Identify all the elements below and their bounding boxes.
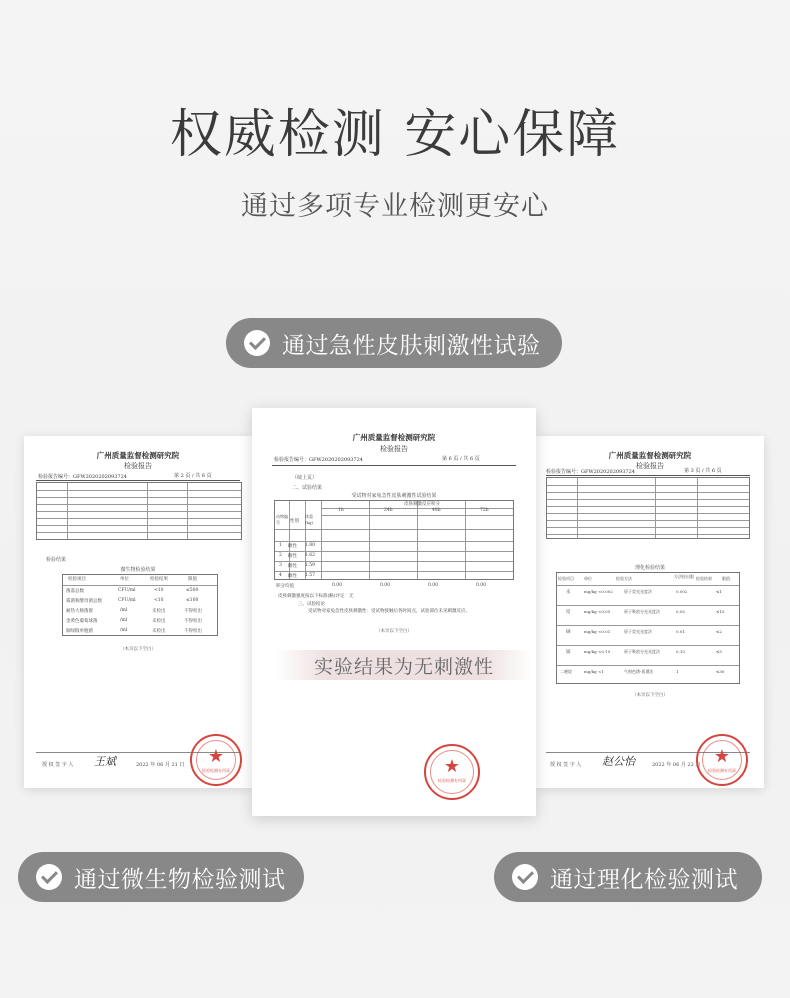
score-value: 0.00 xyxy=(332,583,343,588)
table-cell: 2 xyxy=(279,553,282,558)
table-cell: 原子吸收分光光度法 xyxy=(624,609,660,614)
section-heading: 检验结果 xyxy=(46,557,67,563)
table-cell: mg/kg xyxy=(584,669,597,674)
table-title: 受试物对家兔急性皮肤刺激性试验结果 xyxy=(351,493,437,499)
check-circle-icon xyxy=(512,864,538,890)
score-value: 0.00 xyxy=(476,583,487,588)
score-value: 0.00 xyxy=(380,583,391,588)
table-cell: <10 xyxy=(154,598,164,603)
table-cell: 不得检出 xyxy=(184,609,202,614)
table-cell: 1.57 xyxy=(305,573,316,578)
badge-microbiology xyxy=(18,852,304,902)
check-circle-icon xyxy=(244,330,270,356)
table-cell: <0.002 xyxy=(598,589,613,594)
header-result: 检验结果 xyxy=(696,576,712,581)
sample-info-table xyxy=(36,482,242,540)
table-cell: 原子吸收分光光度法 xyxy=(624,649,660,654)
header-limit: 限值 xyxy=(722,576,730,581)
section-results: 二、试验结果 xyxy=(292,485,323,491)
table-cell: <0.05 xyxy=(598,609,611,614)
table-cell: 不得检出 xyxy=(184,619,202,624)
badge-skin-irritation xyxy=(226,318,562,368)
table-cell: /ml xyxy=(120,628,128,633)
time-header: 72h xyxy=(480,508,489,513)
table-cell: 雌性 xyxy=(288,574,297,579)
table-cell: ≤10 xyxy=(716,609,725,614)
header-unit: 单位 xyxy=(120,577,129,582)
microbiology-table xyxy=(62,574,218,636)
official-stamp: ★ 检验检测专用章 xyxy=(424,744,480,800)
table-title: 微生物检验结果 xyxy=(120,567,156,573)
badge-label: 通过理化检验测试 xyxy=(550,866,738,893)
table-cell: 砷 xyxy=(566,630,571,635)
report-number: 检验报告编号：GFW2020202093724 xyxy=(546,469,635,475)
header-method: 检验方法 xyxy=(616,576,632,581)
sign-date: 2022 年 06 月 22 日 xyxy=(652,762,701,768)
table-cell: 原子荧光光度法 xyxy=(624,629,652,634)
table-cell: 未检出 xyxy=(152,609,166,614)
col-animal: 动物编号 xyxy=(276,514,288,525)
table-cell: ≤30 xyxy=(716,669,725,674)
score-label: 积分均值 xyxy=(276,584,294,589)
report-title: 检验报告 xyxy=(124,462,152,470)
star-icon: ★ xyxy=(207,746,225,767)
badge-label: 通过急性皮肤刺激性试验 xyxy=(282,332,541,359)
table-cell: <1 xyxy=(598,669,604,674)
conclusion-heading: 三、试验结论 xyxy=(298,602,325,607)
report-microbiology xyxy=(24,436,252,788)
table-cell: 铅 xyxy=(566,610,571,615)
header-result: 检验结果 xyxy=(150,577,168,582)
report-title: 检验报告 xyxy=(380,445,408,453)
col-weight: 体重(kg) xyxy=(305,514,314,525)
table-cell: mg/kg xyxy=(584,629,597,634)
table-cell: <0.10 xyxy=(598,649,611,654)
check-circle-icon xyxy=(36,864,62,890)
table-cell: 0.05 xyxy=(676,609,685,614)
table-cell: 气相色谱-质谱法 xyxy=(624,669,654,674)
table-cell: 汞 xyxy=(566,590,571,595)
table-cell: 0.01 xyxy=(676,629,685,634)
sample-info-table xyxy=(546,477,750,539)
report-title: 检验报告 xyxy=(636,462,664,470)
table-cell: 0.10 xyxy=(676,649,685,654)
header-unit: 单位 xyxy=(584,576,592,581)
table-cell: mg/kg xyxy=(584,609,597,614)
score-value: 0.00 xyxy=(428,583,439,588)
page-number: 第 2 页 / 共 6 页 xyxy=(174,473,212,479)
badge-label: 通过微生物检验测试 xyxy=(74,866,286,893)
table-cell: ≤5 xyxy=(716,649,722,654)
page-number: 第 6 页 / 共 6 页 xyxy=(442,456,480,462)
table-cell: 未检出 xyxy=(152,619,166,624)
irritation-table xyxy=(274,500,514,580)
table-cell: 铜绿假单胞菌 xyxy=(66,629,93,634)
table-cell: 耐热大肠菌群 xyxy=(66,609,93,614)
table-cell: 不得检出 xyxy=(184,629,202,634)
sign-date: 2022 年 06 月 21 日 xyxy=(136,762,185,768)
table-cell: ≤100 xyxy=(186,598,199,603)
table-cell: 3 xyxy=(279,563,282,568)
table-cell: 1 xyxy=(676,669,679,674)
time-header: 24h xyxy=(384,508,393,513)
blank-note: （本页以下空白） xyxy=(120,647,156,652)
institute-name: 广州质量监督检测研究院 xyxy=(608,451,692,460)
star-icon: ★ xyxy=(713,746,731,767)
table-title: 理化检验结果 xyxy=(634,565,665,571)
table-cell: 未检出 xyxy=(152,629,166,634)
table-cell: 原子荧光光度法 xyxy=(624,589,652,594)
time-header: 48h xyxy=(432,508,441,513)
report-physicochemical xyxy=(536,436,764,788)
report-skin-irritation xyxy=(252,408,536,816)
table-cell: CFU/ml xyxy=(118,588,136,593)
judgement-note: 皮肤刺激强度按以下标准(略)评定：无 xyxy=(278,594,354,599)
table-cell: 金黄色葡萄球菌 xyxy=(66,619,98,624)
table-cell: 1.62 xyxy=(305,553,316,558)
table-cell: 1.80 xyxy=(305,543,316,548)
page-number: 第 3 页 / 共 6 页 xyxy=(684,468,722,474)
signature: 王斌 xyxy=(94,755,116,768)
institute-name: 广州质量监督检测研究院 xyxy=(96,451,180,460)
table-cell: <0.01 xyxy=(598,629,611,634)
institute-name: 广州质量监督检测研究院 xyxy=(352,433,436,442)
page-title: 权威检测 安心保障 xyxy=(169,105,621,165)
table-cell: 二噁烷 xyxy=(560,669,572,674)
table-cell: 霉菌和酵母菌总数 xyxy=(66,599,102,604)
blank-note: （本页以下空白） xyxy=(376,629,412,634)
header-item: 检验项目 xyxy=(68,577,86,582)
official-stamp: ★ 检验检测专用章 xyxy=(696,734,748,786)
table-cell: ≤500 xyxy=(186,588,199,593)
table-cell: 镉 xyxy=(566,650,571,655)
score-header: 皮肤刺激反应积分 xyxy=(404,502,440,507)
table-cell: 雌性 xyxy=(288,554,297,559)
page-subtitle: 通过多项专业检测更安心 xyxy=(241,191,549,222)
table-cell: ≤1 xyxy=(716,589,722,594)
table-cell: mg/kg xyxy=(584,589,597,594)
table-cell: mg/kg xyxy=(584,649,597,654)
table-cell: 雌性 xyxy=(288,544,297,549)
header-limit-detect: 方法检出限 xyxy=(674,574,694,579)
time-header: 1h xyxy=(338,508,344,513)
table-cell: <10 xyxy=(154,588,164,593)
report-number: 检验报告编号：GFW2020202093724 xyxy=(274,457,363,463)
badge-physicochemical xyxy=(494,852,762,902)
star-icon: ★ xyxy=(443,756,461,777)
signer-label: 授 权 签 字 人 xyxy=(550,762,582,768)
table-cell: /ml xyxy=(120,618,128,623)
blank-note: （本页以下空白） xyxy=(632,693,668,698)
table-cell: 菌落总数 xyxy=(66,589,84,594)
table-cell: /ml xyxy=(120,608,128,613)
table-cell: CFU/ml xyxy=(118,598,136,603)
table-cell: 雌性 xyxy=(288,564,297,569)
table-cell: 1 xyxy=(279,543,282,548)
header-item: 检验项目 xyxy=(558,576,574,581)
report-number: 检验报告编号：GFW2020202093724 xyxy=(38,474,127,480)
divider xyxy=(36,480,240,481)
table-cell: 4 xyxy=(279,573,282,578)
divider xyxy=(272,465,516,466)
section-continued: （续上页） xyxy=(292,475,318,481)
conclusion-text: 受试物对家兔急性皮肤刺激性：受试物接触后各时间点，试验部位未见刺激反应。 xyxy=(308,609,470,614)
col-sex: 性别 xyxy=(290,519,299,524)
signature: 赵公怡 xyxy=(602,755,635,768)
signer-label: 授 权 签 字 人 xyxy=(42,762,74,768)
official-stamp: ★ 检验检测专用章 xyxy=(190,734,242,786)
table-cell: 1.59 xyxy=(305,563,316,568)
divider xyxy=(546,475,750,476)
result-banner: 实验结果为无刺激性 xyxy=(276,650,532,680)
header-limit: 限值 xyxy=(188,577,197,582)
table-cell: ≤2 xyxy=(716,629,722,634)
table-cell: 0.002 xyxy=(676,589,688,594)
